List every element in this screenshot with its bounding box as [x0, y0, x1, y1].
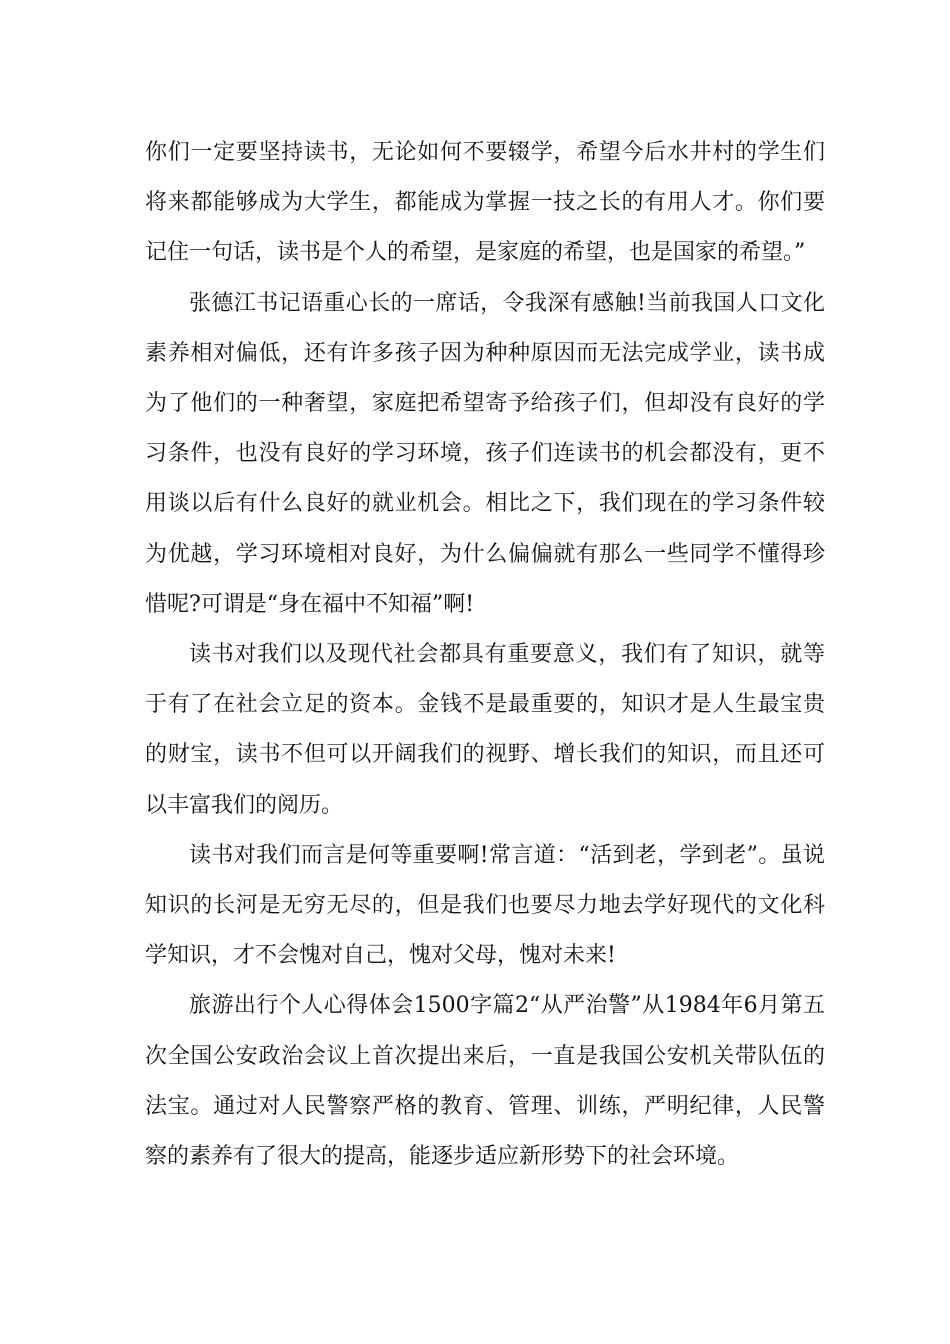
document-body — [145, 128, 825, 1182]
paragraph: 张德江书记语重心长的一席话，令我深有感触!当前我国人口文化素养相对偏低，还有许多孩子因为种种原因而无法完成学业，读书成为了他们的一种奢望，家庭把希望寄予给孩子们，但却没有良好的学习条件，也没有良好的学习环境，孩子们连读书的机会都没有，更不用谈以后有什么良好的就业机会。相比之下，我们现在的学习条件较为优越，学习环境相对良好，为什么偏偏就有那么一些同学不懂得珍惜呢?可谓是“身在福中不知福”啊! — [145, 290, 825, 617]
paragraph: 读书对我们而言是何等重要啊!常言道：“活到老，学到老”。虽说知识的长河是无穷无尽的，但是我们也要尽力地去学好现代的文化科学知识，才不会愧对自己，愧对父母，愧对未来! — [145, 842, 825, 969]
paragraph: 旅游出行个人心得体会1500字篇2“从严治警”从1984年6月第五次全国公安政治会议上首次提出来后，一直是我国公安机关带队伍的法宝。通过对人民警察严格的教育、管理、训练，严明纪律，人民警察的素养有了很大的提高，能逐步适应新形势下的社会环境。 — [145, 993, 825, 1170]
paragraph-continuation: 你们一定要坚持读书，无论如何不要辍学，希望今后水井村的学生们将来都能够成为大学生，都能成为掌握一技之长的有用人才。你们要记住一句话，读书是个人的希望，是家庭的希望，也是国家的希望。” — [145, 140, 825, 266]
paragraph: 读书对我们以及现代社会都具有重要意义，我们有了知识，就等于有了在社会立足的资本。金钱不是最重要的，知识才是人生最宝贵的财宝，读书不但可以开阔我们的视野、增长我们的知识，而且还可以丰富我们的阅历。 — [145, 642, 825, 818]
